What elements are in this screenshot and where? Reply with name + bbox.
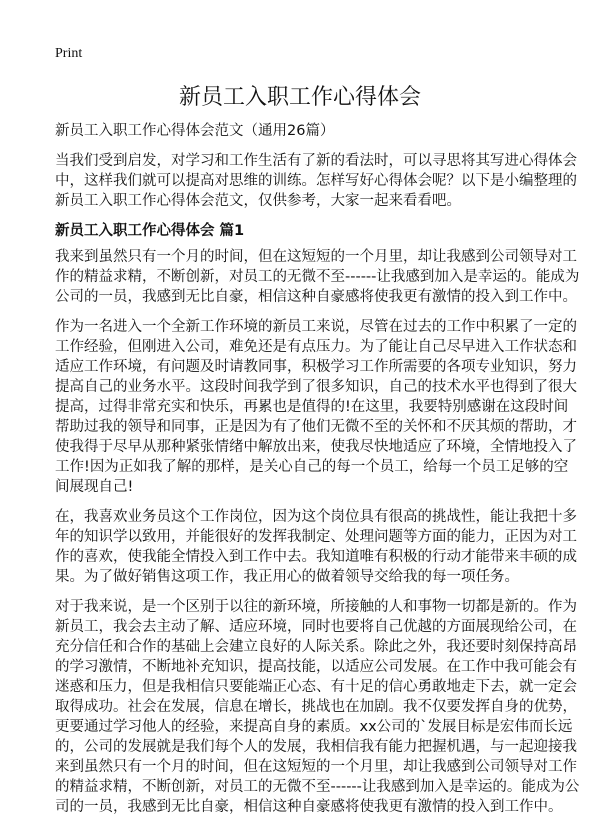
- article-body: [55, 121, 580, 827]
- body-paragraph: [55, 597, 580, 817]
- text-line: 的学习激情，不断地补充知识，提高技能，以适应公司发展。在工作中我可能会有: [55, 659, 577, 675]
- text-line: 更要通过学习他人的经验，来提高自身的素质。xx公司的`发展目标是宏伟而长远: [55, 719, 573, 735]
- text-line: 作为一名进入一个全新工作环境的新员工来说，尽管在过去的工作中积累了一定的: [55, 319, 577, 335]
- text-line: 工作经验，但刚进入公司，难免还是有点压力。为了能让自己尽早进入工作状态和: [55, 339, 577, 355]
- text-line: 司的一员，我感到无比自豪，相信这种自豪感将使我更有激情的投入到工作中。: [55, 799, 563, 815]
- text-line: 作的喜欢，使我能全情投入到工作中去。我知道唯有积极的行动才能带来丰硕的成: [55, 549, 577, 565]
- body-paragraph: [55, 247, 580, 307]
- print-link[interactable]: Print: [55, 46, 83, 61]
- text-line: 对于我来说，是一个区别于以往的新环境，所接触的人和事物一切都是新的。作为: [55, 599, 577, 615]
- text-line: 帮助过我的领导和同事，正是因为有了他们无微不至的关怀和不厌其烦的帮助，才: [55, 419, 577, 435]
- body-paragraph: [55, 317, 577, 497]
- text-line: 取得成功。社会在发展，信息在增长，挑战也在加剧。我不仅要发挥自身的优势，: [55, 699, 577, 715]
- text-line: 充分信任和合作的基础上会建立良好的人际关系。除此之外，我还要时刻保持高昂: [55, 639, 577, 655]
- text-line: 果。为了做好销售这项工作，我正用心的做着领导交给我的每一项任务。: [55, 569, 519, 585]
- section-heading: 新员工入职工作心得体会 篇1: [55, 223, 245, 239]
- body-paragraph: [55, 507, 577, 587]
- text-line: 来到虽然只有一个月的时间，但在这短短的一个月里，却让我感到公司领导对工作: [55, 759, 577, 775]
- text-line: 使我得于尽早从那种紧张情绪中解放出来，使我尽快地适应了环境，全情地投入了: [55, 439, 577, 455]
- intro-paragraph: [55, 151, 577, 211]
- text-line: 提高自己的业务水平。这段时间我学到了很多知识，自己的技术水平也得到了很大: [55, 379, 577, 395]
- text-line: 作的精益求精，不断创新，对员工的无微不至------让我感到加入是幸运的。能成为: [55, 269, 580, 285]
- text-line: 的精益求精，不断创新，对员工的无微不至------让我感到加入是幸运的。能成为公: [55, 779, 580, 795]
- subtitle: 新员工入职工作心得体会范文（通用26篇）: [55, 123, 335, 139]
- page-title: 新员工入职工作心得体会: [178, 85, 421, 110]
- text-line: 工作!因为正如我了解的那样，是关心自己的每一个员工，给每一个员工足够的空: [55, 459, 569, 475]
- text-line: 间展现自己!: [55, 479, 134, 495]
- text-line: 提高，过得非常充实和快乐，再累也是值得的!在这里，我要特别感谢在这段时间: [55, 399, 569, 415]
- text-line: 公司的一员，我感到无比自豪，相信这种自豪感将使我更有激情的投入到工作中。: [55, 289, 577, 305]
- text-line: 新员工，我会去主动了解、适应环境，同时也要将自己优越的方面展现给公司，在: [55, 619, 577, 635]
- text-line: 年的知识学以致用，并能很好的发挥我制定、处理问题等方面的能力，正因为对工: [55, 529, 577, 545]
- text-line: 当我们受到启发，对学习和工作生活有了新的看法时，可以寻思将其写进心得体会: [55, 153, 577, 169]
- text-line: 的，公司的发展就是我们每个人的发展，我相信我有能力把握机遇，与一起迎接我: [55, 739, 577, 755]
- text-line: 中，这样我们就可以提高对思维的训练。怎样写好心得体会呢？以下是小编整理的: [55, 173, 577, 189]
- text-line: 迷惑和压力，但是我相信只要能端正心态、有十足的信心勇敢地走下去，就一定会: [55, 679, 577, 695]
- text-line: 新员工入职工作心得体会范文，仅供参考，大家一起来看看吧。: [55, 193, 461, 209]
- text-line: 适应工作环境，有问题及时请教同事，积极学习工作所需要的各项专业知识，努力: [55, 359, 577, 375]
- text-line: 我来到虽然只有一个月的时间，但在这短短的一个月里，却让我感到公司领导对工: [55, 249, 577, 265]
- text-line: 在，我喜欢业务员这个工作岗位，因为这个岗位具有很高的挑战性，能让我把十多: [55, 509, 577, 525]
